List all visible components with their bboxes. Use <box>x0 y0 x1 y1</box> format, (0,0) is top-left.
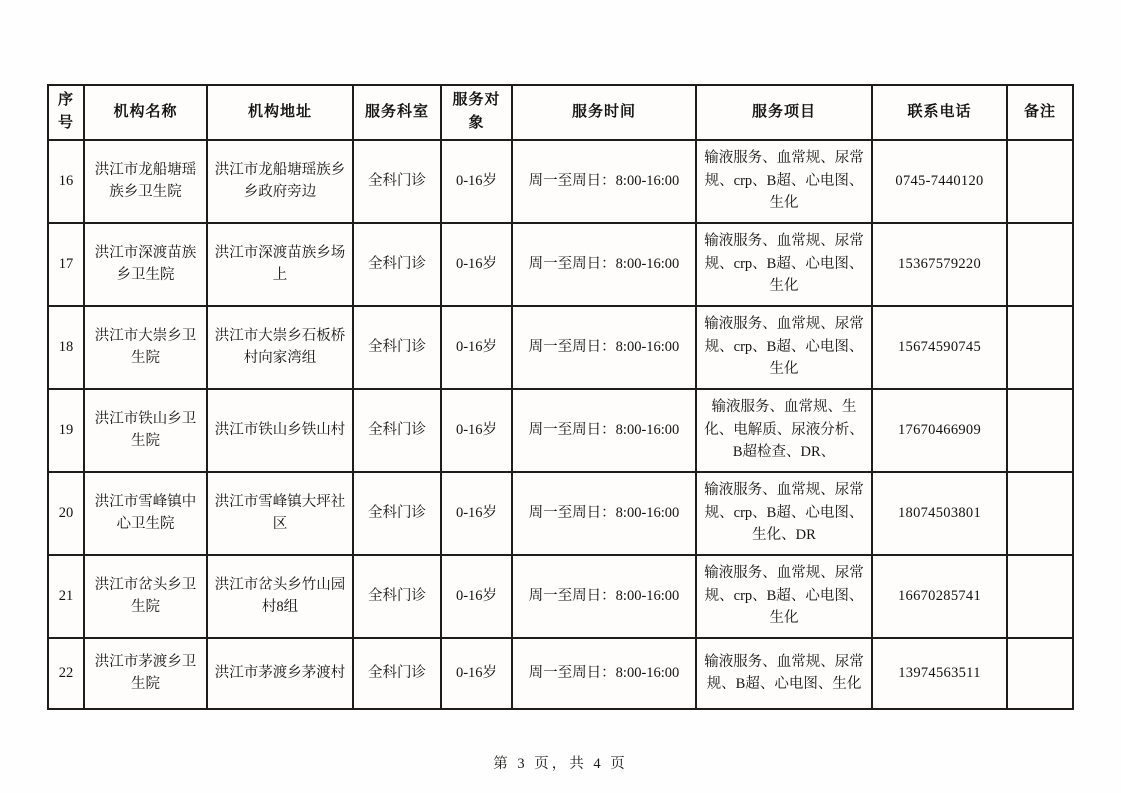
cell-name: 洪江市龙船塘瑶族乡卫生院 <box>84 140 207 223</box>
table-row-19 <box>48 389 1073 472</box>
cell-items: 输液服务、血常规、生化、电解质、尿液分析、B超检查、DR、 <box>696 389 872 472</box>
cell-address: 洪江市大崇乡石板桥村向家湾组 <box>207 306 353 389</box>
cell-note <box>1007 638 1073 709</box>
service-institutions-table <box>47 84 1074 710</box>
cell-phone: 15367579220 <box>872 223 1007 306</box>
cell-items: 输液服务、血常规、尿常规、crp、B超、心电图、生化、DR <box>696 472 872 555</box>
cell-phone: 18074503801 <box>872 472 1007 555</box>
column-header-no: 序号 <box>48 85 84 140</box>
cell-dept: 全科门诊 <box>353 306 441 389</box>
column-header-dept: 服务科室 <box>353 85 441 140</box>
cell-no: 22 <box>48 638 84 709</box>
cell-address: 洪江市茅渡乡茅渡村 <box>207 638 353 709</box>
cell-target: 0-16岁 <box>441 140 512 223</box>
cell-note <box>1007 306 1073 389</box>
cell-address: 洪江市雪峰镇大坪社区 <box>207 472 353 555</box>
cell-name: 洪江市大崇乡卫生院 <box>84 306 207 389</box>
table-row-22 <box>48 638 1073 709</box>
cell-time: 周一至周日：8:00-16:00 <box>512 306 696 389</box>
cell-dept: 全科门诊 <box>353 223 441 306</box>
cell-dept: 全科门诊 <box>353 389 441 472</box>
cell-items: 输液服务、血常规、尿常规、crp、B超、心电图、生化 <box>696 306 872 389</box>
cell-note <box>1007 140 1073 223</box>
cell-note <box>1007 389 1073 472</box>
table-row-16 <box>48 140 1073 223</box>
cell-dept: 全科门诊 <box>353 472 441 555</box>
table-row-21 <box>48 555 1073 638</box>
cell-phone: 16670285741 <box>872 555 1007 638</box>
cell-time: 周一至周日：8:00-16:00 <box>512 638 696 709</box>
cell-address: 洪江市铁山乡铁山村 <box>207 389 353 472</box>
cell-time: 周一至周日：8:00-16:00 <box>512 472 696 555</box>
cell-no: 17 <box>48 223 84 306</box>
cell-items: 输液服务、血常规、尿常规、crp、B超、心电图、生化 <box>696 140 872 223</box>
cell-name: 洪江市深渡苗族乡卫生院 <box>84 223 207 306</box>
cell-phone: 15674590745 <box>872 306 1007 389</box>
table-row-20 <box>48 472 1073 555</box>
cell-target: 0-16岁 <box>441 306 512 389</box>
cell-no: 20 <box>48 472 84 555</box>
cell-name: 洪江市铁山乡卫生院 <box>84 389 207 472</box>
cell-name: 洪江市茅渡乡卫生院 <box>84 638 207 709</box>
cell-time: 周一至周日：8:00-16:00 <box>512 389 696 472</box>
cell-note <box>1007 555 1073 638</box>
cell-target: 0-16岁 <box>441 223 512 306</box>
cell-time: 周一至周日：8:00-16:00 <box>512 555 696 638</box>
column-header-target: 服务对象 <box>441 85 512 140</box>
cell-time: 周一至周日：8:00-16:00 <box>512 223 696 306</box>
cell-phone: 17670466909 <box>872 389 1007 472</box>
table-header-row <box>48 85 1073 140</box>
cell-dept: 全科门诊 <box>353 140 441 223</box>
cell-target: 0-16岁 <box>441 389 512 472</box>
cell-phone: 13974563511 <box>872 638 1007 709</box>
cell-items: 输液服务、血常规、尿常规、crp、B超、心电图、生化 <box>696 223 872 306</box>
table-row-17 <box>48 223 1073 306</box>
cell-target: 0-16岁 <box>441 555 512 638</box>
column-header-items: 服务项目 <box>696 85 872 140</box>
cell-time: 周一至周日：8:00-16:00 <box>512 140 696 223</box>
cell-name: 洪江市岔头乡卫生院 <box>84 555 207 638</box>
cell-no: 18 <box>48 306 84 389</box>
cell-dept: 全科门诊 <box>353 555 441 638</box>
cell-dept: 全科门诊 <box>353 638 441 709</box>
column-header-time: 服务时间 <box>512 85 696 140</box>
cell-no: 21 <box>48 555 84 638</box>
column-header-address: 机构地址 <box>207 85 353 140</box>
cell-target: 0-16岁 <box>441 638 512 709</box>
cell-items: 输液服务、血常规、尿常规、crp、B超、心电图、生化 <box>696 555 872 638</box>
column-header-note: 备注 <box>1007 85 1073 140</box>
cell-note <box>1007 223 1073 306</box>
cell-address: 洪江市岔头乡竹山园村8组 <box>207 555 353 638</box>
cell-target: 0-16岁 <box>441 472 512 555</box>
cell-no: 19 <box>48 389 84 472</box>
cell-no: 16 <box>48 140 84 223</box>
cell-name: 洪江市雪峰镇中心卫生院 <box>84 472 207 555</box>
column-header-phone: 联系电话 <box>872 85 1007 140</box>
column-header-name: 机构名称 <box>84 85 207 140</box>
cell-address: 洪江市深渡苗族乡场上 <box>207 223 353 306</box>
cell-items: 输液服务、血常规、尿常规、B超、心电图、生化 <box>696 638 872 709</box>
cell-note <box>1007 472 1073 555</box>
cell-address: 洪江市龙船塘瑶族乡乡政府旁边 <box>207 140 353 223</box>
cell-phone: 0745-7440120 <box>872 140 1007 223</box>
page-number: 第 3 页，共 4 页 <box>493 756 628 772</box>
table-row-18 <box>48 306 1073 389</box>
